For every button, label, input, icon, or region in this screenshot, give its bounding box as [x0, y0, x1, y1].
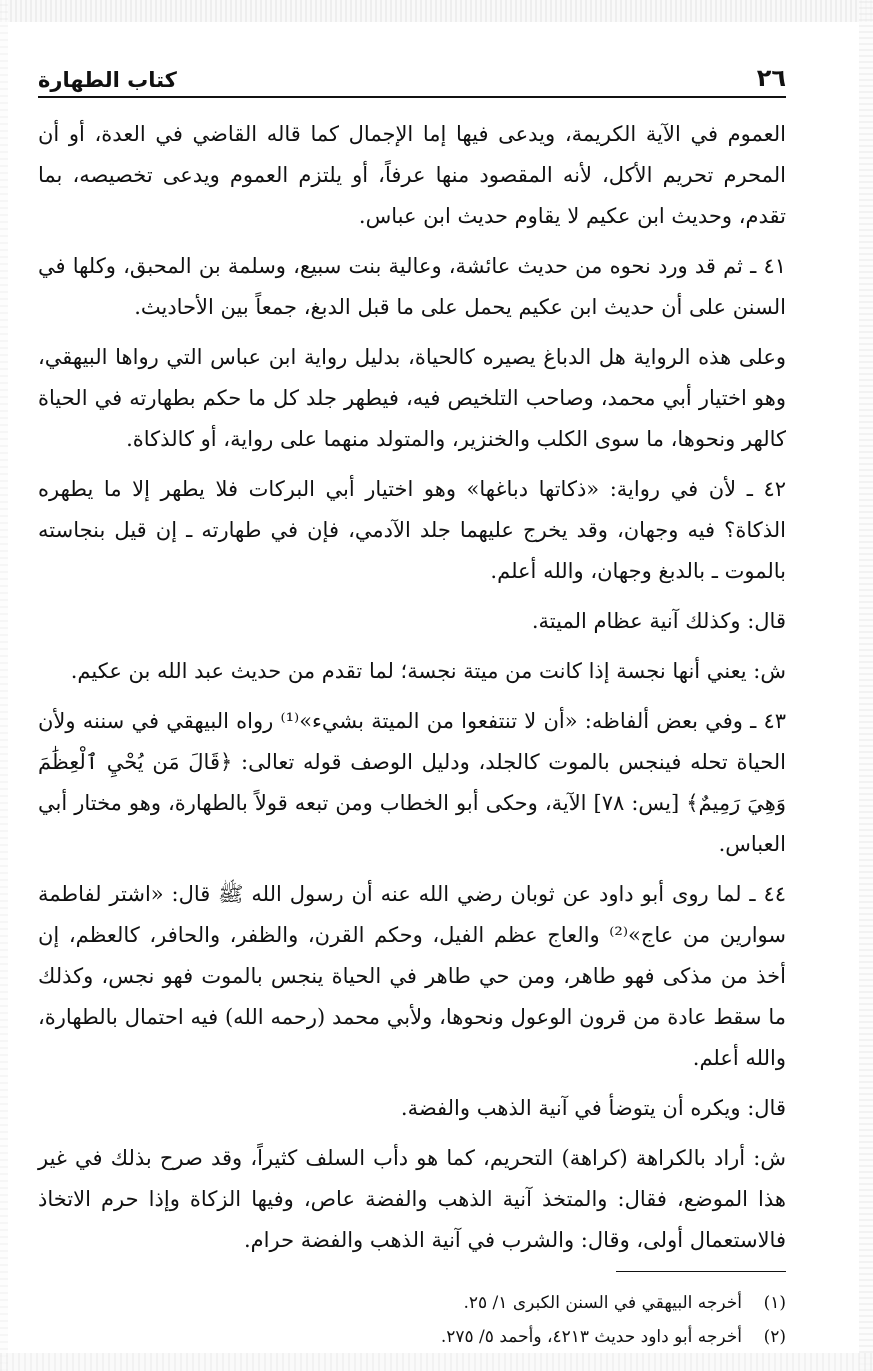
- paragraph: قال: وكذلك آنية عظام الميتة.: [531, 609, 786, 633]
- page-header: [38, 52, 786, 98]
- footnote: [38, 1286, 786, 1320]
- paragraph: وعلى هذه الرواية هل الدباغ يصيره كالحياة، بدليل رواية ابن عباس التي رواها البيهقي، وهو اختيار أبي محمد، وصاحب التلخيص فيه، فيطهر جلد كل ما حكم بطهارته في الحياة كالهر ونحوها، ما سوى الكلب والخنزير، والمتولد منهما على رواية، أو كالذكاة.: [38, 345, 786, 451]
- footnote-number: (٢): [763, 1327, 786, 1347]
- footnotes: [38, 1286, 786, 1354]
- scan-noise-right: [859, 0, 873, 1371]
- footnote-text: أخرجه أبو داود حديث ٤٢١٣، وأحمد ٥/ ٢٧٥.: [440, 1327, 742, 1347]
- footnote: [38, 1320, 786, 1354]
- page-number: ٢٦: [756, 64, 786, 92]
- scan-noise-top: [0, 0, 873, 22]
- book-title: كتاب الطهارة: [38, 68, 177, 92]
- main-text: [38, 114, 786, 1261]
- footnote-separator: [616, 1271, 786, 1272]
- paragraph: ٤١ ـ ثم قد ورد نحوه من حديث عائشة، وعالية بنت سبيع، وسلمة بن المحبق، وكلها في السنن على أن حديث ابن عكيم يحمل على ما قبل الدبغ، جمعاً بين الأحاديث.: [38, 254, 786, 319]
- scan-noise-bottom: [0, 1353, 873, 1371]
- paragraph: ش: أراد بالكراهة (كراهة) التحريم، كما هو دأب السلف كثيراً، وقد صرح بذلك في غير هذا الموضع، فقال: والمتخذ آنية الذهب والفضة عاص، وفيها الزكاة وإذا حرم الاتخاذ فالاستعمال أولى، وقال: والشرب في آنية الذهب والفضة حرام.: [38, 1146, 786, 1252]
- paragraph: ٤٣ ـ وفي بعض ألفاظه: «أن لا تنتفعوا من الميتة بشيء»⁽¹⁾ رواه البيهقي في سننه ولأن الحياة تحله فينجس بالموت كالجلد، ودليل الوصف قوله تعالى: ﴿قَالَ مَن يُحْيِ ٱلْعِظَٰمَ وَهِيَ رَمِيمٌ﴾ [يس: ٧٨] الآية، وحكى أبو الخطاب ومن تبعه قولاً بالطهارة، وهو مختار أبي العباس.: [38, 709, 786, 856]
- paragraph: العموم في الآية الكريمة، ويدعى فيها إما الإجمال كما قاله القاضي في العدة، أو أن المحرم تحريم الأكل، لأنه المقصود منها عرفاً، أو يلتزم العموم ويدعى تخصيصه، بما تقدم، وحديث ابن عكيم لا يقاوم حديث ابن عباس.: [38, 122, 786, 228]
- scan-noise-left: [0, 0, 8, 1371]
- footnote-text: أخرجه البيهقي في السنن الكبرى ١/ ٢٥.: [463, 1293, 742, 1313]
- paragraph: ٤٤ ـ لما روى أبو داود عن ثوبان رضي الله عنه أن رسول الله ﷺ قال: «اشتر لفاطمة سوارين من عاج»⁽²⁾ والعاج عظم الفيل، وحكم القرن، والظفر، والحافر، كالعظم، إن أخذ من مذكى فهو طاهر، ومن حي طاهر في الحياة ينجس بالموت فهو نجس، وكذلك ما سقط عادة من قرون الوعول ونحوها، ولأبي محمد (رحمه الله) فيه احتمال بالطهارة، والله أعلم.: [38, 882, 786, 1070]
- paragraph: ٤٢ ـ لأن في رواية: «ذكاتها دباغها» وهو اختيار أبي البركات فلا يطهر إلا ما يطهره الذكاة؟ فيه وجهان، وقد يخرج عليهما جلد الآدمي، فإن في طهارته ـ إن قيل بنجاسته بالموت ـ بالدبغ وجهان، والله أعلم.: [38, 477, 786, 583]
- book-page: [38, 52, 786, 1354]
- footnote-number: (١): [763, 1293, 786, 1313]
- paragraph: ش: يعني أنها نجسة إذا كانت من ميتة نجسة؛ لما تقدم من حديث عبد الله بن عكيم.: [70, 659, 786, 683]
- paragraph: قال: ويكره أن يتوضأ في آنية الذهب والفضة.: [400, 1096, 786, 1120]
